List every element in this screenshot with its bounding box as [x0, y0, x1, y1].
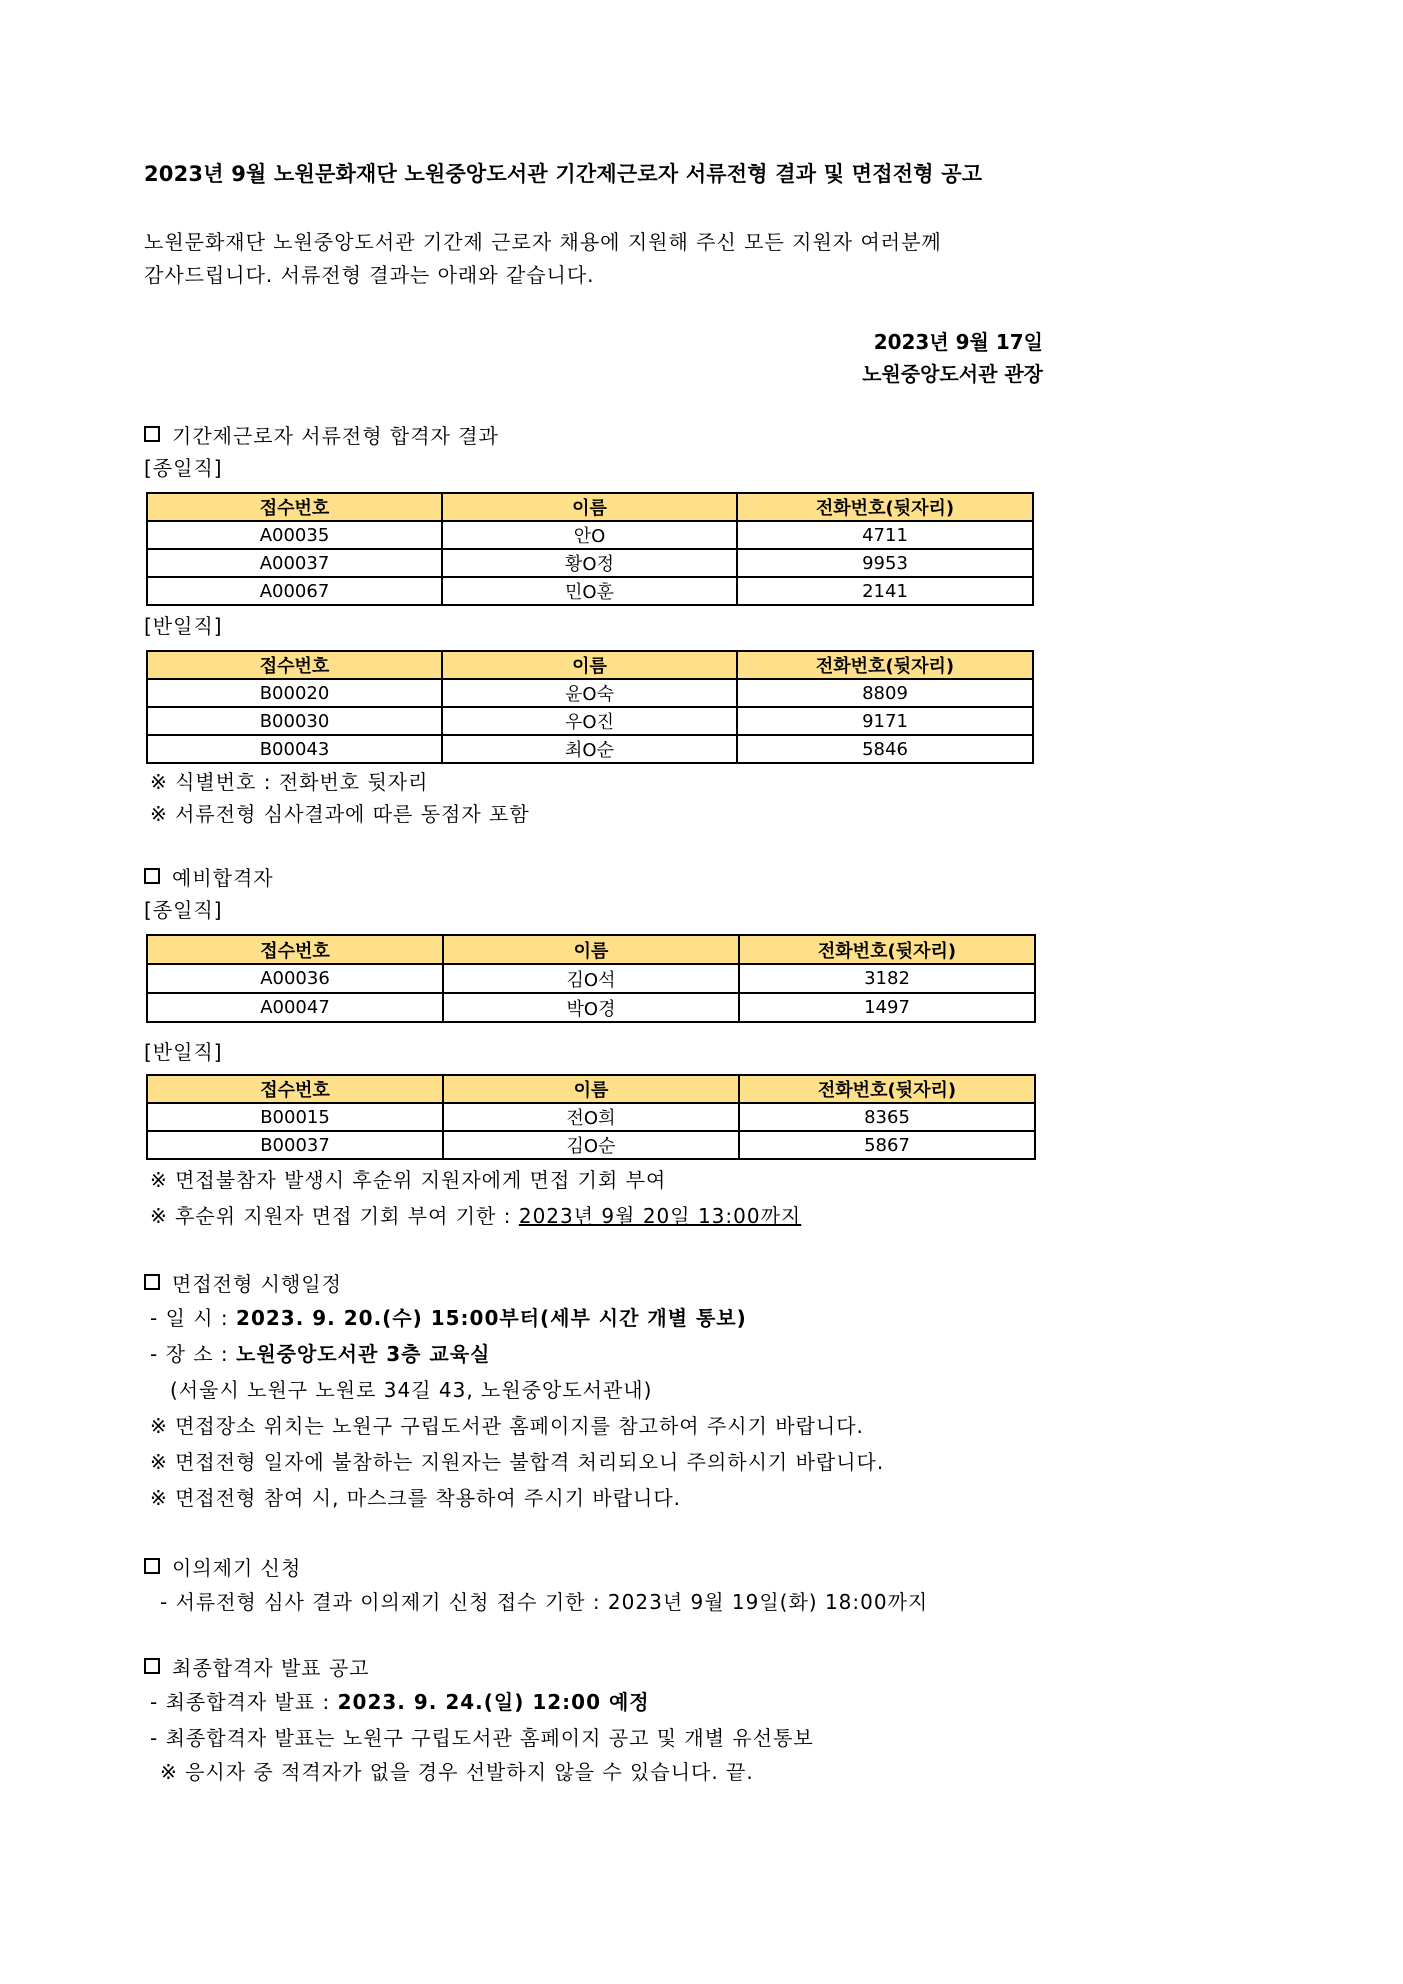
cell-name: 윤O숙 — [442, 679, 737, 707]
column-header-name: 이름 — [443, 1075, 739, 1103]
final-note: ※ 응시자 중 적격자가 없을 경우 선발하지 않을 수 있습니다. 끝. — [160, 1760, 754, 1784]
interview-place-value: 노원중앙도서관 3층 교육실 — [236, 1342, 491, 1366]
column-header-phone: 전화번호(뒷자리) — [737, 651, 1033, 679]
cell-receipt: B00020 — [147, 679, 442, 707]
final-line-1-prefix: - 최종합격자 발표 : — [150, 1690, 338, 1714]
intro-line-2: 감사드립니다. 서류전형 결과는 아래와 같습니다. — [144, 263, 595, 287]
table-header-row — [147, 493, 1033, 521]
cell-phone: 5867 — [739, 1131, 1035, 1159]
objection-line: - 서류전형 심사 결과 이의제기 신청 접수 기한 : 2023년 9월 19일(화) 18:00까지 — [160, 1590, 929, 1614]
column-header-phone: 전화번호(뒷자리) — [739, 935, 1035, 964]
cell-phone: 9953 — [737, 549, 1033, 577]
reserve-section-heading — [144, 862, 274, 891]
column-header-name: 이름 — [442, 651, 737, 679]
table-row — [147, 1131, 1035, 1159]
cell-receipt: B00037 — [147, 1131, 443, 1159]
notice-signer: 노원중앙도서관 관장 — [862, 362, 1043, 386]
reserve-fulltime-label: [종일직] — [144, 898, 223, 922]
reserve-deadline: 2023년 9월 20일 13:00까지 — [518, 1204, 802, 1228]
column-header-name: 이름 — [442, 493, 737, 521]
interview-place — [150, 1338, 490, 1367]
cell-phone: 4711 — [737, 521, 1033, 549]
pass-parttime-table — [146, 650, 1034, 764]
cell-receipt: B00015 — [147, 1103, 443, 1131]
reserve-note-1: ※ 면접불참자 발생시 후순위 지원자에게 면접 기회 부여 — [150, 1168, 667, 1192]
pass-section-title: 기간제근로자 서류전형 합격자 결과 — [172, 424, 499, 448]
reserve-section-title: 예비합격자 — [172, 866, 274, 890]
checkbox-square-icon — [144, 426, 160, 442]
cell-name: 최O순 — [442, 735, 737, 763]
cell-name: 황O정 — [442, 549, 737, 577]
table-row — [147, 964, 1035, 993]
interview-date — [150, 1302, 747, 1331]
pass-note-1: ※ 식별번호 : 전화번호 뒷자리 — [150, 770, 429, 794]
pass-fulltime-table — [146, 492, 1034, 606]
cell-phone: 5846 — [737, 735, 1033, 763]
table-row — [147, 679, 1033, 707]
reserve-parttime-table — [146, 1074, 1036, 1160]
table-row — [147, 521, 1033, 549]
table-row — [147, 577, 1033, 605]
cell-phone: 1497 — [739, 993, 1035, 1022]
reserve-fulltime-table — [146, 934, 1036, 1023]
document-title: 2023년 9월 노원문화재단 노원중앙도서관 기간제근로자 서류전형 결과 및 면접전형 공고 — [144, 162, 983, 186]
interview-section-heading — [144, 1268, 342, 1297]
column-header-receipt: 접수번호 — [147, 935, 443, 964]
table-row — [147, 549, 1033, 577]
cell-receipt: A00047 — [147, 993, 443, 1022]
table-header-row — [147, 935, 1035, 964]
cell-name: 김O석 — [443, 964, 739, 993]
checkbox-square-icon — [144, 1558, 160, 1574]
final-line-1 — [150, 1686, 650, 1715]
pass-parttime-label: [반일직] — [144, 614, 223, 638]
cell-receipt: B00043 — [147, 735, 442, 763]
interview-date-value: 2023. 9. 20.(수) 15:00부터(세부 시간 개별 통보) — [236, 1306, 747, 1330]
column-header-phone: 전화번호(뒷자리) — [737, 493, 1033, 521]
intro-line-1: 노원문화재단 노원중앙도서관 기간제 근로자 채용에 지원해 주신 모든 지원자 여러분께 — [144, 230, 942, 254]
table-row — [147, 1103, 1035, 1131]
checkbox-square-icon — [144, 1274, 160, 1290]
notice-date: 2023년 9월 17일 — [873, 330, 1043, 354]
cell-phone: 8365 — [739, 1103, 1035, 1131]
cell-receipt: B00030 — [147, 707, 442, 735]
final-announcement-date: 2023. 9. 24.(일) 12:00 예정 — [337, 1690, 650, 1714]
table-header-row — [147, 651, 1033, 679]
cell-phone: 9171 — [737, 707, 1033, 735]
cell-phone: 3182 — [739, 964, 1035, 993]
cell-name: 민O훈 — [442, 577, 737, 605]
interview-place-label: - 장 소 : — [150, 1342, 237, 1366]
table-row — [147, 735, 1033, 763]
intro-paragraph — [144, 226, 942, 292]
pass-fulltime-label: [종일직] — [144, 456, 223, 480]
final-section-heading — [144, 1652, 370, 1681]
final-section-title: 최종합격자 발표 공고 — [172, 1656, 370, 1680]
cell-name: 전O희 — [443, 1103, 739, 1131]
pass-section-heading — [144, 420, 499, 449]
interview-note-3: ※ 면접전형 참여 시, 마스크를 착용하여 주시기 바랍니다. — [150, 1486, 682, 1510]
interview-note-1: ※ 면접장소 위치는 노원구 구립도서관 홈페이지를 참고하여 주시기 바랍니다. — [150, 1414, 864, 1438]
cell-receipt: A00036 — [147, 964, 443, 993]
objection-section-heading — [144, 1552, 301, 1581]
cell-name: 김O순 — [443, 1131, 739, 1159]
checkbox-square-icon — [144, 1658, 160, 1674]
reserve-parttime-label: [반일직] — [144, 1040, 223, 1064]
cell-receipt: A00037 — [147, 549, 442, 577]
pass-note-2: ※ 서류전형 심사결과에 따른 동점자 포함 — [150, 802, 530, 826]
column-header-receipt: 접수번호 — [147, 651, 442, 679]
cell-receipt: A00035 — [147, 521, 442, 549]
table-header-row — [147, 1075, 1035, 1103]
final-line-2: - 최종합격자 발표는 노원구 구립도서관 홈페이지 공고 및 개별 유선통보 — [150, 1726, 814, 1750]
interview-section-title: 면접전형 시행일정 — [172, 1272, 342, 1296]
interview-address: (서울시 노원구 노원로 34길 43, 노원중앙도서관내) — [170, 1378, 653, 1402]
cell-phone: 2141 — [737, 577, 1033, 605]
table-row — [147, 707, 1033, 735]
column-header-name: 이름 — [443, 935, 739, 964]
column-header-receipt: 접수번호 — [147, 1075, 443, 1103]
reserve-note-2-prefix: ※ 후순위 지원자 면접 기회 부여 기한 : — [150, 1204, 519, 1228]
interview-date-label: - 일 시 : — [150, 1306, 237, 1330]
column-header-receipt: 접수번호 — [147, 493, 442, 521]
cell-name: 박O경 — [443, 993, 739, 1022]
cell-receipt: A00067 — [147, 577, 442, 605]
interview-note-2: ※ 면접전형 일자에 불참하는 지원자는 불합격 처리되오니 주의하시기 바랍니다. — [150, 1450, 885, 1474]
table-row — [147, 993, 1035, 1022]
cell-name: 안O — [442, 521, 737, 549]
cell-name: 우O진 — [442, 707, 737, 735]
column-header-phone: 전화번호(뒷자리) — [739, 1075, 1035, 1103]
cell-phone: 8809 — [737, 679, 1033, 707]
objection-section-title: 이의제기 신청 — [172, 1556, 302, 1580]
checkbox-square-icon — [144, 868, 160, 884]
reserve-note-2 — [150, 1200, 801, 1229]
